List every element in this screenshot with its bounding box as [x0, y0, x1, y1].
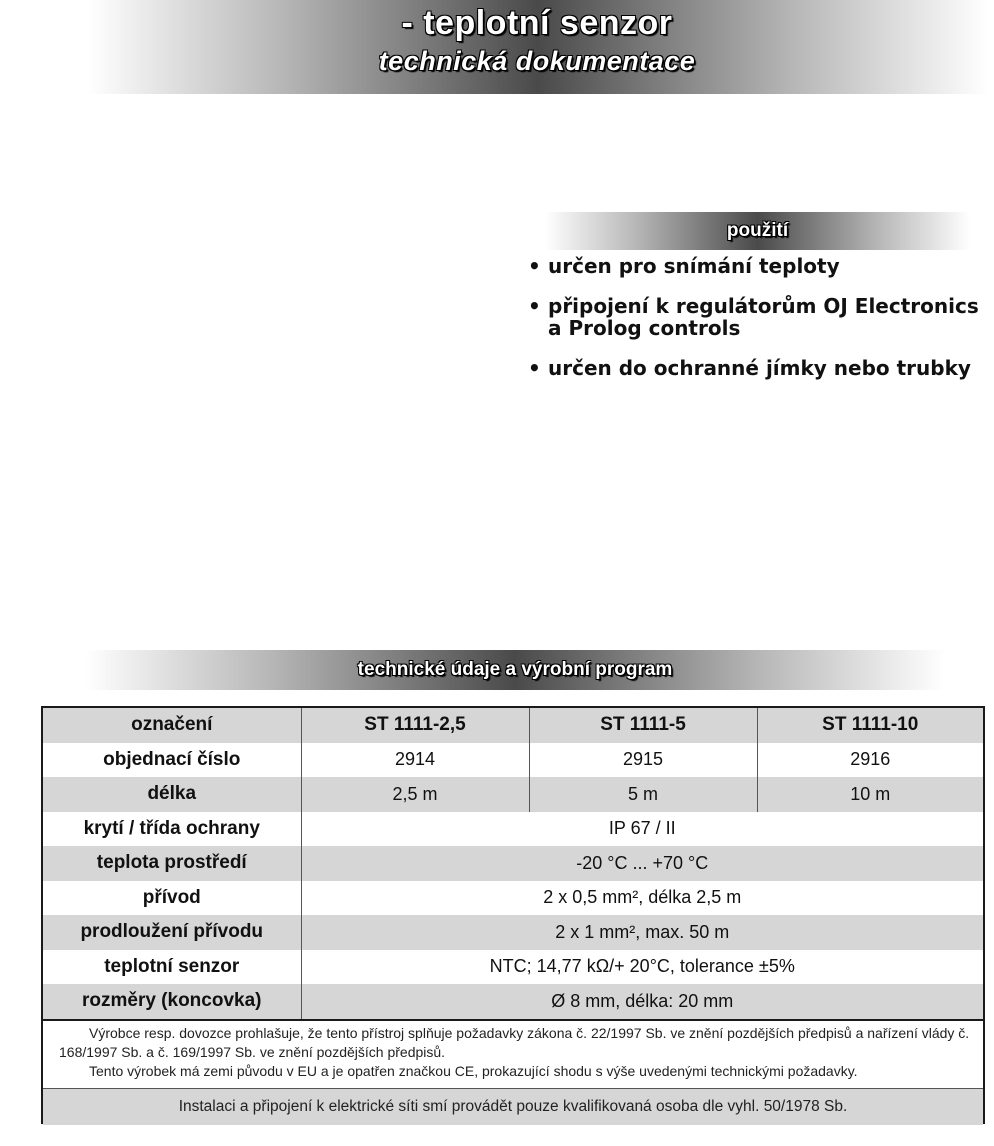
cell-value: 2,5 m	[301, 777, 529, 812]
table-row	[43, 984, 983, 1019]
cell-value: 2 x 1 mm², max. 50 m	[301, 915, 983, 950]
usage-list	[528, 255, 988, 397]
table-row	[43, 881, 983, 916]
legal-notes	[43, 1019, 983, 1088]
table-row	[43, 915, 983, 950]
cell-value: ST 1111-10	[757, 708, 983, 743]
usage-heading: použití	[726, 220, 789, 241]
cell-value: 2 x 0,5 mm², délka 2,5 m	[543, 887, 742, 908]
table-row	[43, 950, 983, 985]
row-label: označení	[43, 708, 301, 743]
usage-item: • určen do ochranné jímky nebo trubky	[528, 357, 988, 379]
usage-item: • připojení k regulátorům OJ Electronics a Prolog controls	[528, 295, 988, 339]
legal-note: Tento výrobek má zemi původu v EU a je opatřen značkou CE, prokazující shodu s výše uvedenými technickými požadavky.	[89, 1062, 858, 1079]
table-row	[43, 708, 983, 743]
cell-value: IP 67 / II	[608, 818, 676, 839]
row-label: objednací číslo	[43, 743, 301, 778]
cell-value: 2914	[301, 743, 529, 778]
specs-heading: technické údaje a výrobní program	[357, 659, 673, 680]
cell-value: -20 °C ... +70 °C	[301, 846, 983, 881]
page-title: - teplotní senzor	[401, 4, 673, 42]
cell-value: 2916	[850, 749, 891, 770]
row-label: krytí / třída ochrany	[43, 812, 301, 847]
row-label: délka	[43, 777, 301, 812]
cell-value: 10 m	[757, 777, 983, 812]
row-label: prodloužení přívodu	[43, 915, 301, 950]
table-row	[43, 777, 983, 812]
cell-value: 5 m	[529, 777, 757, 812]
cell-value: Ø 8 mm, délka: 20 mm	[301, 984, 983, 1019]
cell-value: ST 1111-2,5	[301, 708, 529, 743]
cell-value: 2915	[529, 743, 757, 778]
cell-value: ST 1111-5	[529, 708, 757, 743]
table-row	[43, 812, 983, 847]
row-label: rozměry (koncovka)	[43, 984, 301, 1019]
installation-note: Instalaci a připojení k elektrické síti smí provádět pouze kvalifikovaná osoba dle vyhl. 50/1978 Sb.	[43, 1088, 983, 1125]
row-label: teplota prostředí	[43, 846, 301, 881]
page-subtitle: technická dokumentace	[378, 46, 696, 76]
legal-note: Výrobce resp. dovozce prohlašuje, že tento přístroj splňuje požadavky zákona č. 22/1997 Sb. ve znění pozdějších předpisů a nařízení vlády č. 168/1997 Sb. a č. 169/1997 Sb. ve znění pozdějších předpisů.	[59, 1024, 970, 1060]
usage-item: • určen pro snímání teploty	[528, 255, 988, 277]
table-row	[43, 846, 983, 881]
row-label: teplotní senzor	[43, 950, 301, 985]
cell-value: NTC; 14,77 kΩ/+ 20°C, tolerance ±5%	[489, 956, 795, 977]
specs-table	[41, 706, 985, 1124]
table-row	[43, 743, 983, 778]
row-label: přívod	[43, 881, 301, 916]
